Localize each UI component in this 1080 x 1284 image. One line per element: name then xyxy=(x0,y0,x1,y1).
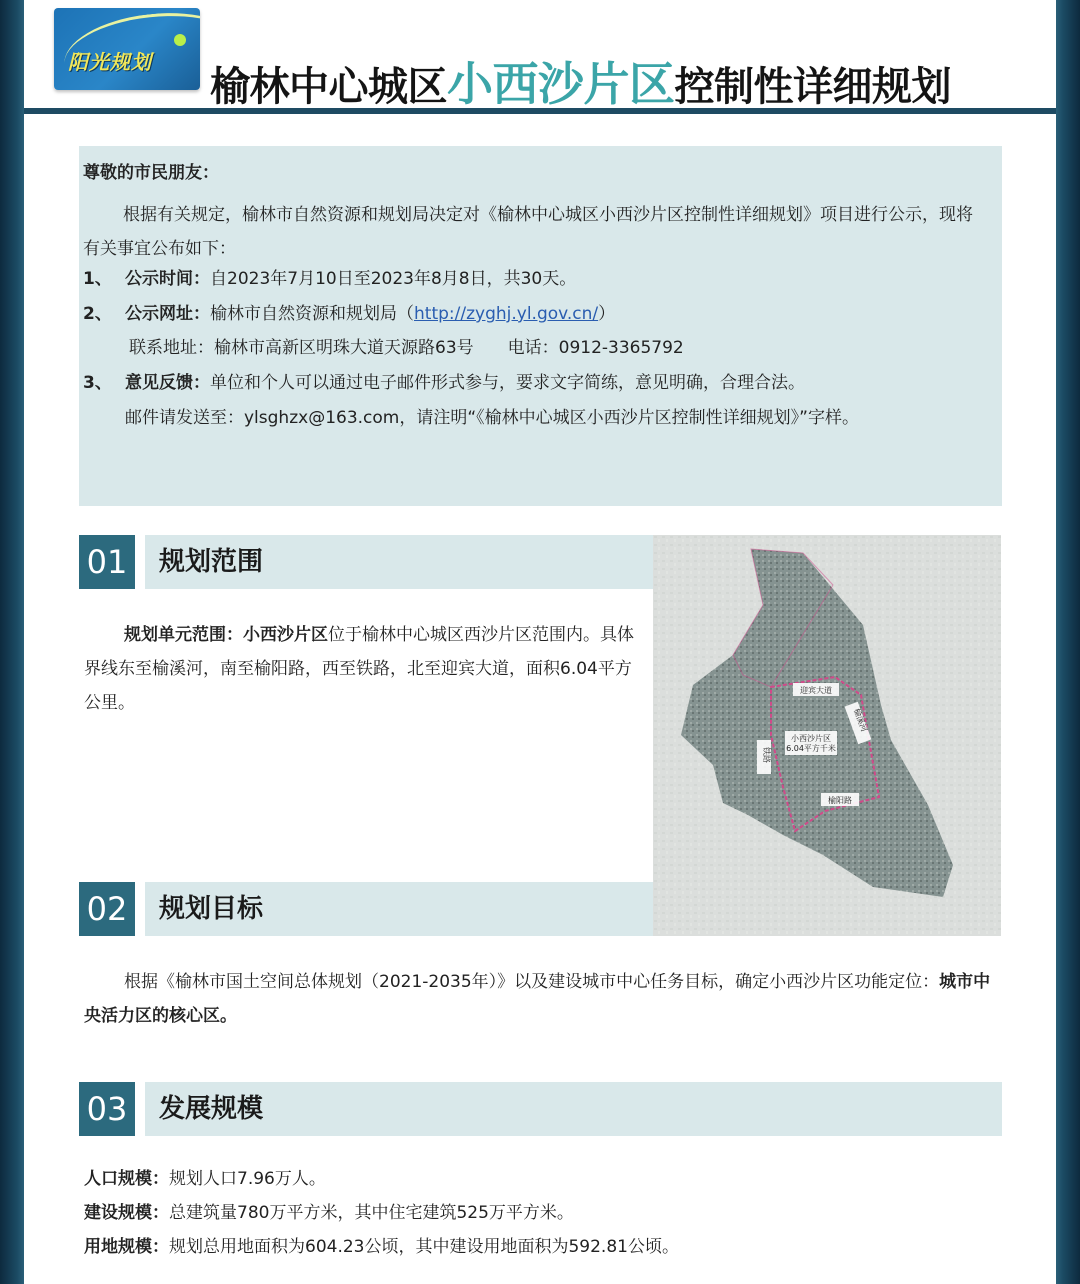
page-title xyxy=(210,56,1050,112)
section-title: 规划目标 xyxy=(159,894,264,924)
scale-label: 建设规模： xyxy=(84,1203,169,1223)
item-number: 1、 xyxy=(83,269,112,289)
logo-text: 阳光规划 xyxy=(68,50,152,74)
section-title: 发展规模 xyxy=(159,1094,264,1124)
contact-address: 联系地址：榆林市高新区明珠大道天源路63号 xyxy=(129,338,474,358)
logo-dot-icon xyxy=(174,34,186,46)
aerial-map-image xyxy=(653,535,1001,936)
scale-text: 总建筑量780万平方米，其中住宅建筑525万平方米。 xyxy=(169,1203,574,1223)
notice-item-feedback xyxy=(83,372,805,394)
section-title: 规划范围 xyxy=(159,547,264,577)
section-gap xyxy=(135,535,145,589)
item-number: 3、 xyxy=(83,373,112,393)
right-border xyxy=(1056,0,1080,1284)
notice-box xyxy=(79,146,1002,506)
notice-item-website xyxy=(83,303,615,325)
goal-text: 根据《榆林市国土空间总体规划（2021-2035年）》以及建设城市中心任务目标，确定小西沙片区功能定位： xyxy=(124,972,940,992)
notice-contact xyxy=(129,337,684,359)
map-area-size: 6.04平方千米 xyxy=(786,744,836,753)
planning-area-map xyxy=(653,535,1001,936)
section-03-header xyxy=(79,1082,1002,1136)
notice-greeting: 尊敬的市民朋友： xyxy=(83,163,219,183)
section-number: 02 xyxy=(79,882,135,936)
goal-emphasis: 城市中央活力区的核心区。 xyxy=(84,972,991,1026)
section-number: 03 xyxy=(79,1082,135,1136)
scale-label: 人口规模： xyxy=(84,1169,169,1189)
item-text: 自2023年7月10日至2023年8月8日，共30天。 xyxy=(210,269,577,289)
scale-row-land xyxy=(84,1230,1004,1264)
scope-highlight: 小西沙片区 xyxy=(243,625,328,645)
section-01-body xyxy=(84,618,634,720)
item-label: 公示网址： xyxy=(125,304,210,324)
section-01-header xyxy=(79,535,653,589)
notice-item-time xyxy=(83,268,576,290)
scope-label: 规划单元范围： xyxy=(124,625,243,645)
left-border xyxy=(0,0,24,1284)
section-03-body xyxy=(84,1162,1004,1264)
item-label: 意见反馈： xyxy=(125,373,210,393)
section-gap xyxy=(135,882,145,936)
section-02-header xyxy=(79,882,653,936)
notice-intro: 根据有关规定，榆林市自然资源和规划局决定对《榆林中心城区小西沙片区控制性详细规划》项目进行公示，现将有关事宜公布如下： xyxy=(83,205,973,259)
item-text: 榆林市自然资源和规划局（ xyxy=(210,304,414,324)
item-text: 单位和个人可以通过电子邮件形式参与，要求文字简练，意见明确，合理合法。 xyxy=(210,373,805,393)
map-road-west: 铁路 xyxy=(762,747,771,763)
section-gap xyxy=(135,1082,145,1136)
contact-phone: 电话：0912-3365792 xyxy=(507,338,684,358)
item-number: 2、 xyxy=(83,304,112,324)
map-road-south: 榆阳路 xyxy=(828,796,852,805)
map-road-north: 迎宾大道 xyxy=(800,686,832,695)
title-prefix: 榆林中心城区 xyxy=(210,64,447,110)
scale-text: 规划总用地面积为604.23公顷，其中建设用地面积为592.81公顷。 xyxy=(169,1237,679,1257)
map-road-east: 榆溪河 xyxy=(852,707,869,733)
item-label: 公示时间： xyxy=(125,269,210,289)
section-02-body xyxy=(84,965,1004,1033)
notice-email: 邮件请发送至：ylsghzx@163.com，请注明“《榆林中心城区小西沙片区控制性详细规划》”字样。 xyxy=(125,408,859,428)
scale-row-population xyxy=(84,1162,1004,1196)
scale-label: 用地规模： xyxy=(84,1237,169,1257)
scale-row-construction xyxy=(84,1196,1004,1230)
website-link[interactable]: http://zyghj.yl.gov.cn/ xyxy=(414,304,599,324)
sunshine-planning-logo xyxy=(54,8,200,90)
title-highlight: 小西沙片区 xyxy=(447,57,675,111)
map-area-label: 小西沙片区 xyxy=(791,734,831,743)
scale-text: 规划人口7.96万人。 xyxy=(169,1169,326,1189)
scope-text: 位于榆林中心城区西沙片区范围内。具体界线东至榆溪河，南至榆阳路，西至铁路，北至迎宾大道，面积6.04平方公里。 xyxy=(84,625,634,713)
title-suffix: 控制性详细规划 xyxy=(674,64,951,110)
item-text-after: ） xyxy=(598,304,616,324)
section-number: 01 xyxy=(79,535,135,589)
